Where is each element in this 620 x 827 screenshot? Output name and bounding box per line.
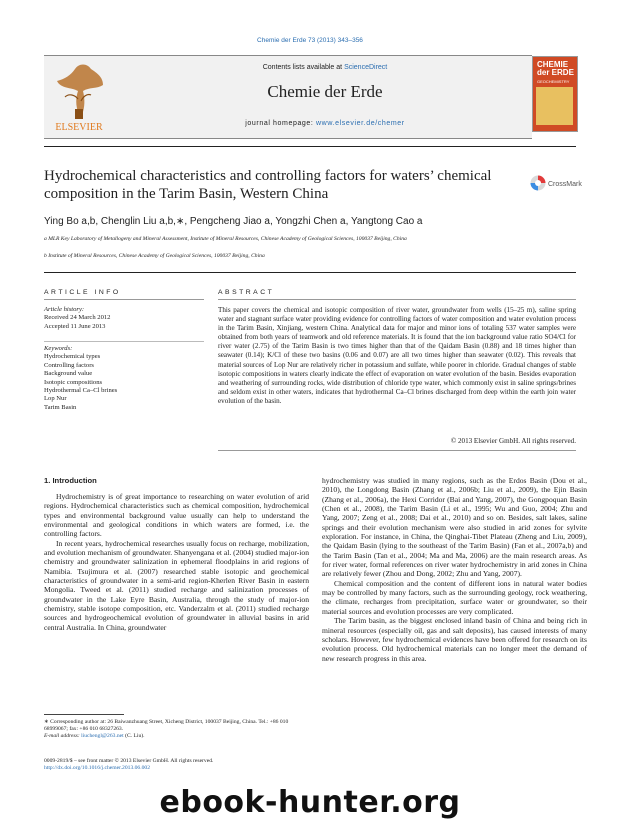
keyword-item: Background value xyxy=(44,370,93,378)
history-label: Article history: xyxy=(44,306,85,313)
body-paragraph: Hydrochemistry is of great importance to researching on water evolution of arid regions. Hydrochemical characteristics such as chemical composition, hydrochemical types and environmental background value usually can help to understand the environmental and geological conditions in which waters are formed, i.e. the controlling factors. xyxy=(44,492,309,539)
author-list[interactable]: Ying Bo a,b, Chenglin Liu a,b,∗, Pengcheng Jiao a, Yongzhi Chen a, Yangtong Cao a xyxy=(44,216,423,227)
keywords-block xyxy=(44,345,204,412)
abstract-heading: ABSTRACT xyxy=(218,289,275,296)
accepted-date: Accepted 11 June 2013 xyxy=(44,322,106,330)
journal-name: Chemie der Erde xyxy=(267,82,383,101)
contents-prefix: Contents lists available at xyxy=(262,64,345,71)
keyword-item: Tarim Basin xyxy=(44,403,77,411)
crossmark-icon[interactable] xyxy=(530,173,590,193)
email-line xyxy=(44,733,309,740)
body-column-right xyxy=(322,476,587,663)
keyword-item: Hydrochemical types xyxy=(44,353,101,361)
email-label: E-mail address: xyxy=(44,733,82,739)
title-divider xyxy=(44,272,576,273)
sciencedirect-link[interactable]: ScienceDirect xyxy=(344,64,388,71)
homepage-link[interactable]: www.elsevier.de/chemer xyxy=(316,120,405,127)
doi-link[interactable]: http://dx.doi.org/10.1016/j.chemer.2013.06.002 xyxy=(44,765,151,771)
abstract-rule-bottom xyxy=(218,450,576,451)
issn-block xyxy=(44,758,309,772)
cover-title: CHEMIE der ERDE xyxy=(537,60,574,77)
affiliation-a: a MLR Key Laboratory of Metallogeny and Mineral Assessment, Institute of Mineral Resources, Chinese Academy of Geological Sciences, 100037 Beijing, China xyxy=(44,236,407,242)
elsevier-tree-logo-icon[interactable] xyxy=(45,57,113,135)
crossmark-label: CrossMark xyxy=(548,181,582,188)
keyword-item: Lop Nur xyxy=(44,395,67,403)
email-suffix: (C. Liu). xyxy=(123,733,145,739)
keyword-item: Isotopic compositions xyxy=(44,378,103,386)
author-email-link[interactable]: liuchengl@263.net xyxy=(81,733,124,739)
keywords-label: Keywords: xyxy=(44,345,73,352)
article-info-rule xyxy=(44,299,204,300)
introduction-heading: 1. Introduction xyxy=(44,476,97,485)
elsevier-wordmark: ELSEVIER xyxy=(55,122,103,133)
body-paragraph: Chemical composition and the content of different ions in natural water bodies may be controlled by many factors, such as the surrounding geology, rock weathering, the climate, recharges from precipitation, surface water or groundwater, so their material sources and evolution processes are very complicated. xyxy=(322,578,587,616)
received-date: Received 24 March 2012 xyxy=(44,314,111,322)
article-history xyxy=(44,306,204,331)
article-info-heading: ARTICLE INFO xyxy=(44,289,121,296)
keywords-rule xyxy=(44,341,204,342)
watermark: ebook-hunter.org xyxy=(159,785,461,820)
abstract-copyright: © 2013 Elsevier GmbH. All rights reserved. xyxy=(450,437,576,445)
keyword-item: Hydrothermal Ca–Cl brines xyxy=(44,387,118,395)
issn-line: 0009-2819/$ – see front matter © 2013 Elsevier GmbH. All rights reserved. xyxy=(44,758,214,764)
header-divider xyxy=(44,146,576,147)
abstract-text: This paper covers the chemical and isotopic composition of river water, groundwater from wells (15–25 m), saline spring water and stagnant surface water providing evidence for controlling factors of water composition and water evolution process in the Tarim Basin, Xinjiang, western China. Analytical data for major and minor ions of totaling 537 water samples were obtained from both years of teamwork and old reference materials. It is found that the ion background value ratio SO4/Cl for river water (2.75) of the Tarim Basin is two times higher than that of the Qaidam Basin (0.88) and 18 times higher than seawater (0.14); K/Cl of these two basins (0.06 and 0.07) are all two times higher than seawater (0.02). This reveals that material sources of Lop Nur are relatively richer in potassium and sulfate, while poorer in chloride. Gradual changes of stable isotopic compositions in waters clearly indicate the effect of evaporation on water evolution of the basin. Besides evaporation and weathering of surrounding rocks, wide distribution of chloride type water, which commonly exist in saline springs/brines and seldom exist in other waters, indicates that hydrothermal Ca–Cl brines discharged from deep within the earth join water evolution of the basin. xyxy=(218,306,576,405)
body-paragraph: hydrochemistry was studied in many regions, such as the Erdos Basin (Dou et al., 2010), the Longdong Basin (Zhang et al., 2006b; Liu et al., 2009), the Ejin Basin (Zhang et al., 2006a), the Hexi Corridor (Bai and Yang, 2007), the Gongpoquan Basin (Chen et al., 2008), the Tarim Basin (Li et al., 1995; Wu and Guo, 2004; Zhu and Yang, 2007; Zeng et al., 2008; Dai et al., 2010) and so on. Besides, salt lakes, saline springs and their evolution mechanism were also studied in arid zones for sylvite exploration. For instance, in China, the Qinghai-Tibet Plateau (Zheng and Liu, 2009), the Qaidam Basin (lying to the southeast of the Tarim Basin) (Fan et al., 2007a,b) and the Tarim Basin (Tan et al., 2004; Ma and Ma, 2006) are the main research areas. As for river water, formal references on river water hydrochemistry in arid zones in China are relatively fewer (Zhou and Dong, 2002; Zhu and Yang, 2007). xyxy=(322,476,587,579)
body-paragraph: In recent years, hydrochemical researches usually focus on recharge, mobilization, and evolution mechanism of groundwater. Shanyengana et al. (2004) studied major-ion chemistry and groundwater salinization in ephemeral floodplains in arid regions of Namibia. Tsujimura et al. (2007) researched stable isotopic and geochemical characteristics of groundwater in a semi-arid region-Kherlen River Basin in eastern Mongolia. Tweed et al. (2011) studied recharge and salinization processes of groundwater in the Lake Eyre Basin, Australia, through the study of major-ion chemistry, stable isotope composition, etc. Vanderzalm et al. (2011) studied recharge sources and hydrogeochemical evolution of groundwater in alluvial basins in arid central Australia. In China, groundwater xyxy=(44,538,309,632)
affiliation-b: b Institute of Mineral Resources, Chinese Academy of Geological Sciences, 100037 Beijing, China xyxy=(44,253,265,259)
corresponding-author-text: ∗ Corresponding author at: 26 Baiwanzhuang Street, Xicheng District, 100037 Beijing, China. Tel.: +86 010 68999067; fax: +86 010 68327263. xyxy=(44,719,289,732)
article-title: Hydrochemical characteristics and controlling factors for waters’ chemical composition in the Tarim Basin, Western China xyxy=(44,168,492,202)
abstract-rule-top xyxy=(218,299,576,300)
contents-available-line xyxy=(130,64,520,71)
journal-homepage-line xyxy=(130,120,520,127)
body-paragraph: The Tarim basin, as the biggest enclosed inland basin of China and being rich in mineral resources (especially oil, gas and salt deposits), has caused interests of many scholars. However, few hydrochemical evidences have been offered for research on its evolution process. Old hydrochemical materials can no longer meet the demand of new research progress in this area. xyxy=(322,616,587,663)
cover-image xyxy=(536,87,573,125)
cover-subtitle: GEOCHEMISTRY xyxy=(537,79,570,84)
journal-reference[interactable]: Chemie der Erde 73 (2013) 343–356 xyxy=(257,37,363,44)
journal-cover-thumbnail[interactable] xyxy=(532,56,578,132)
keyword-item: Controlling factors xyxy=(44,361,94,369)
body-column-left xyxy=(44,492,309,632)
homepage-prefix: journal homepage: xyxy=(245,120,317,127)
corresponding-author-footnote xyxy=(44,719,309,740)
footnote-rule xyxy=(44,714,124,715)
